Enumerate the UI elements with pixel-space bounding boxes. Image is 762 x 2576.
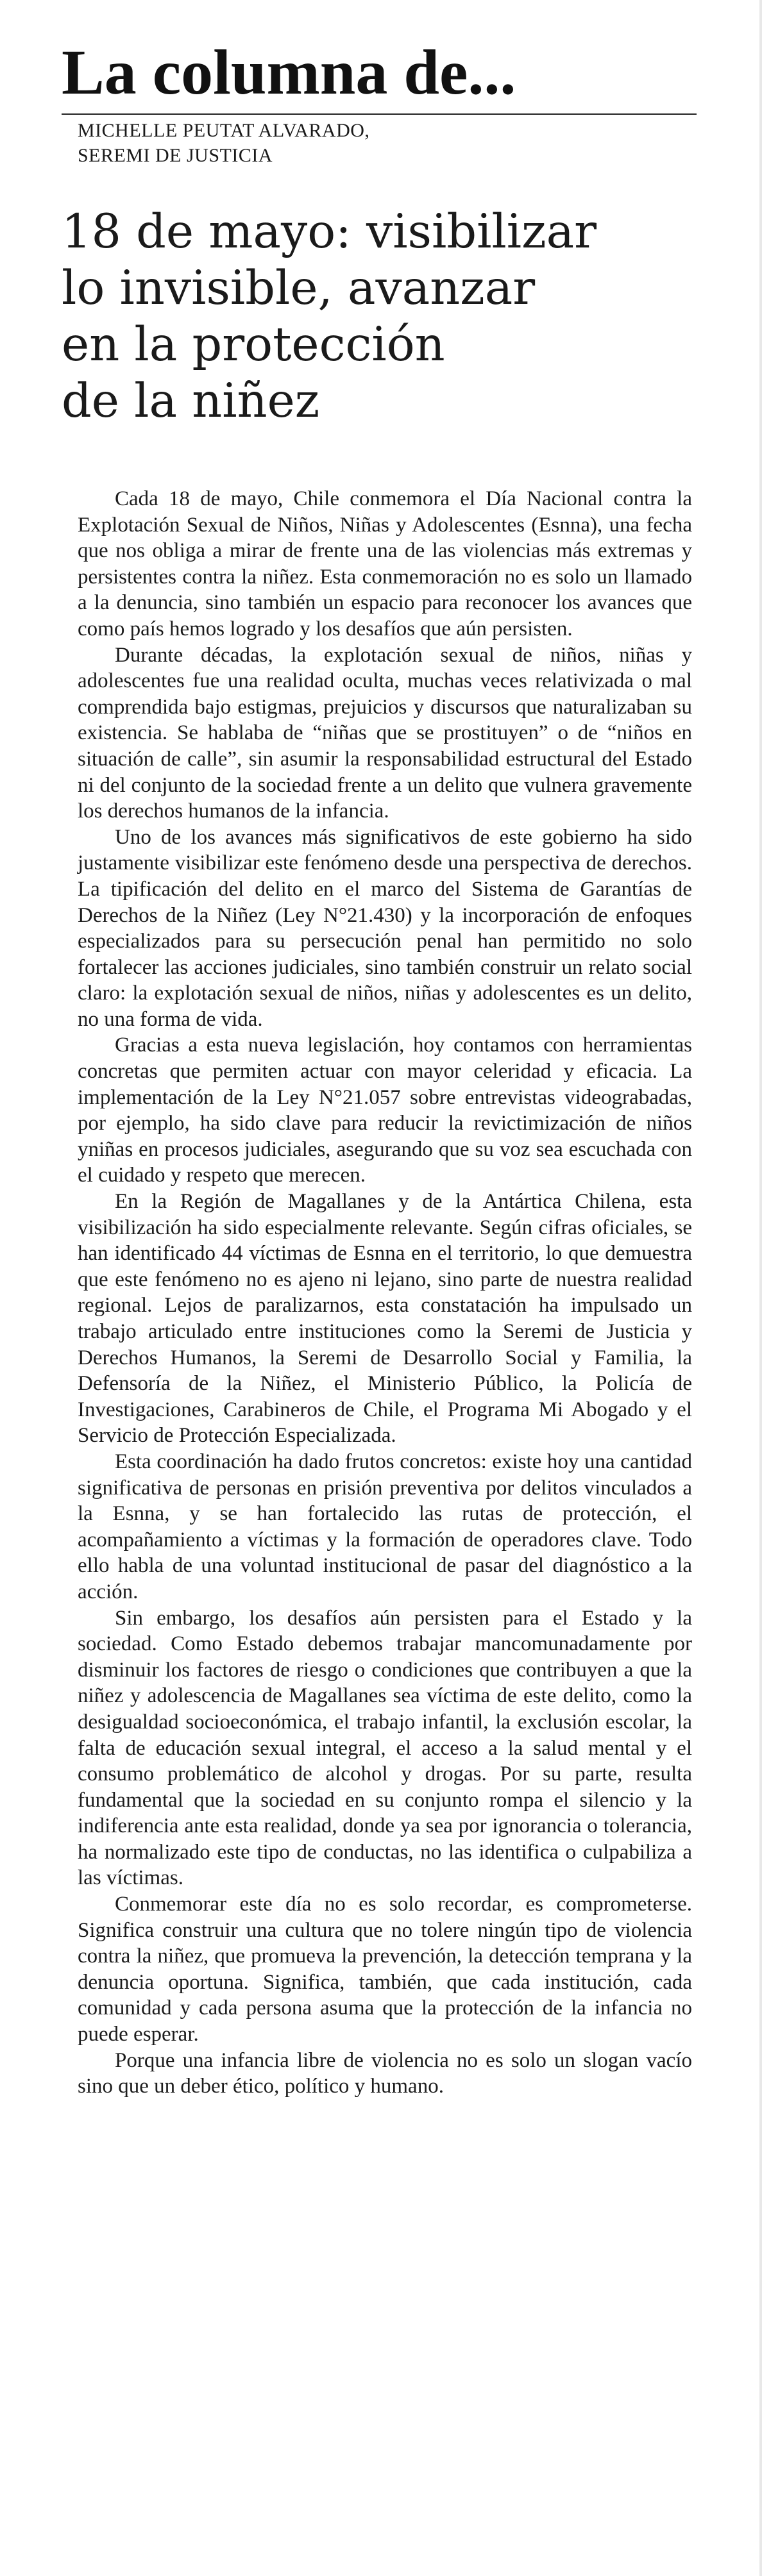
author-name: MICHELLE PEUTAT ALVARADO, — [78, 120, 370, 141]
article-paragraph: Durante décadas, la explotación sexual de niños, niñas y adolescentes fue una realidad oculta, muchas veces relativizada o mal comprendida bajo estigmas, prejuicios y discursos que naturalizaban su existencia. Se hablaba de “niñas que se prostituyen” o de “niños en situación de calle”, sin asumir la responsabilidad estructural del Estado ni del conjunto de la sociedad frente a un delito que vulnera gravemente los derechos humanos de la infancia. — [78, 643, 692, 823]
section-title: La columna de... — [62, 37, 516, 108]
article-paragraph: Sin embargo, los desafíos aún persisten para el Estado y la sociedad. Como Estado debemos trabajar mancomunadamente por disminuir los factores de riesgo o condiciones que contribuyen a que la niñez y adolescencia de Magallanes sea víctima de este delito, como la desigualdad socioeconómica, el trabajo infantil, la exclusión escolar, la falta de educación sexual integral, el acceso a la salud mental y el consumo problemático de alcohol y drogas. Por su parte, resulta fundamental que la sociedad en su conjunto rompa el silencio y la indiferencia ante esta realidad, donde ya sea por ignorancia o tolerancia, ha normalizado este tipo de conductas, no las identifica o culpabiliza a las víctimas. — [78, 1606, 692, 1890]
headline-line: lo invisible, avanzar — [62, 261, 536, 315]
article-paragraph: Esta coordinación ha dado frutos concretos: existe hoy una cantidad significativa de personas en prisión preventiva por delitos vinculados a la Esnna, y se han fortalecido las rutas de protección, el acompañamiento a víctimas y la formación de operadores clave. Todo ello habla de una voluntad institucional de pasar del diagnóstico a la acción. — [78, 1450, 692, 1603]
article-headline — [62, 204, 709, 430]
article-paragraph: Uno de los avances más significativos de este gobierno ha sido justamente visibilizar este fenómeno desde una perspectiva de derechos. La tipificación del delito en el marco del Sistema de Garantías de Derechos de la Niñez (Ley N°21.430) y la incorporación de enfoques especializados para su persecución penal han permitido no solo fortalecer las acciones judiciales, sino también construir un relato social claro: la explotación sexual de niños, niñas y adolescentes es un delito, no una forma de vida. — [78, 825, 692, 1031]
headline-line: de la niñez — [62, 374, 320, 428]
article-paragraph: Conmemorar este día no es solo recordar, es comprometerse. Significa construir una cultura que no tolere ningún tipo de violencia contra la niñez, que promueva la prevención, la detección temprana y la denuncia oportuna. Significa, también, que cada institución, cada comunidad y cada persona asuma que la protección de la infancia no puede esperar. — [78, 1893, 692, 2046]
article-paragraph: Porque una infancia libre de violencia no es solo un slogan vacío sino que un deber ético, político y humano. — [78, 2048, 692, 2098]
header-rule — [62, 113, 697, 115]
article-paragraph: En la Región de Magallanes y de la Antártica Chilena, esta visibilización ha sido especialmente relevante. Según cifras oficiales, se han identificado 44 víctimas de Esnna en el territorio, lo que demuestra que este fenómeno no es ajeno ni lejano, sino parte de nuestra realidad regional. Lejos de paralizarnos, esta constatación ha impulsado un trabajo articulado entre instituciones como la Seremi de Justicia y Derechos Humanos, la Seremi de Desarrollo Social y Familia, la Defensoría de la Niñez, el Ministerio Público, la Policía de Investigaciones, Carabineros de Chile, el Programa Mi Abogado y el Servicio de Protección Especializada. — [78, 1190, 692, 1448]
article-paragraph: Cada 18 de mayo, Chile conmemora el Día Nacional contra la Explotación Sexual de Niños, Niñas y Adolescentes (Esnna), una fecha que nos obliga a mirar de frente una de las violencias más extremas y persistentes contra la niñez. Esta conmemoración no es solo un llamado a la denuncia, sino también un espacio para reconocer los avances que como país hemos logrado y los desafíos que aún persisten. — [78, 487, 692, 640]
author-role: SEREMI DE JUSTICIA — [78, 145, 273, 166]
byline — [78, 118, 369, 168]
headline-line: en la protección — [62, 317, 445, 372]
page-edge — [759, 0, 762, 2576]
headline-line: 18 de mayo: visibilizar — [62, 205, 597, 259]
article-paragraph: Gracias a esta nueva legislación, hoy contamos con herramientas concretas que permiten actuar con mayor celeridad y eficacia. La implementación de la Ley N°21.057 sobre entrevistas videograbadas, por ejemplo, ha sido clave para reducir la revictimización de niños yniñas en procesos judiciales, asegurando que su voz sea escuchada con el cuidado y respeto que merecen. — [78, 1033, 692, 1187]
article-body — [78, 486, 692, 2100]
